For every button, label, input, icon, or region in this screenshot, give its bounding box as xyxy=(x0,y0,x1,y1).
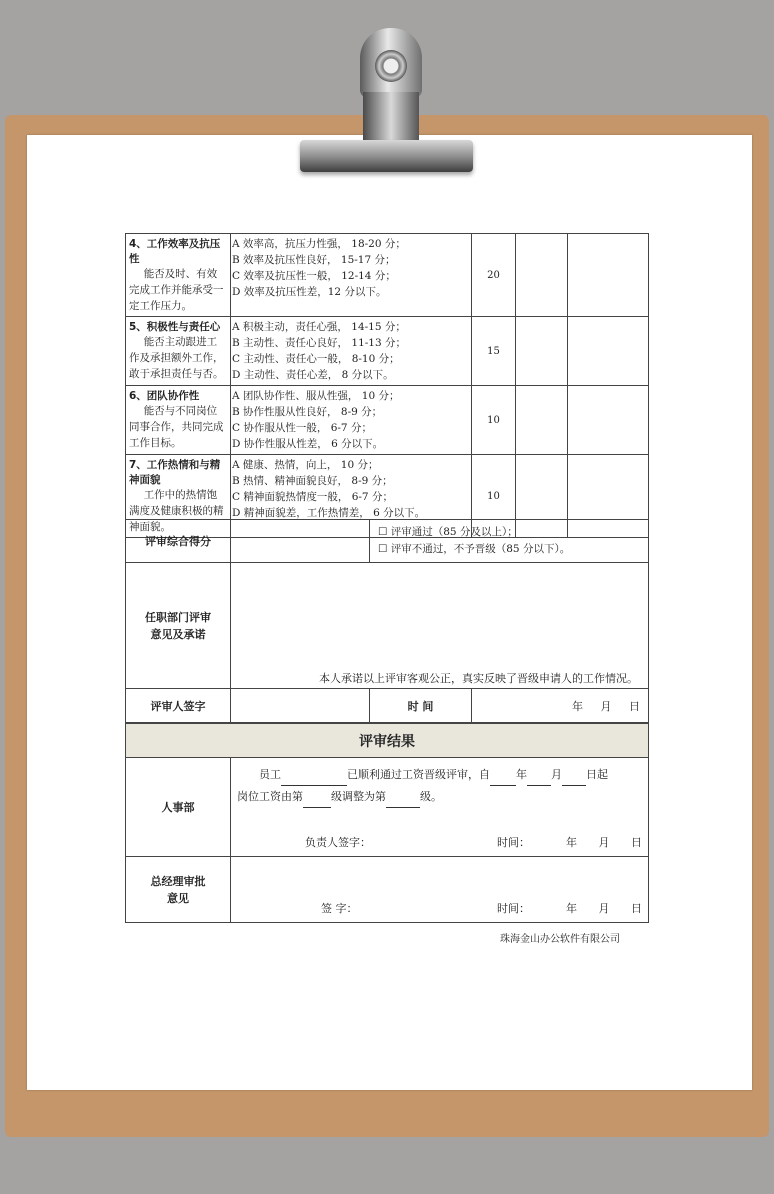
dept-opinion-field[interactable] xyxy=(231,563,649,689)
total-score-field[interactable] xyxy=(231,520,370,563)
hr-section: 员工 已顺利通过工资晋级评审，自 年 月 日起 岗位工资由第 级调整为第 级。 负责人签字： 时间： 年 月 日 xyxy=(231,758,649,857)
criterion-desc: 工作中的热情饱满度及健康积极的精神面貌。 xyxy=(129,489,224,533)
option-a: A 团队协作性、服从性强， 10 分； xyxy=(232,390,400,402)
from-level-blank[interactable] xyxy=(303,795,331,808)
dept-opinion-label: 任职部门评审 意见及承诺 xyxy=(126,563,231,689)
option-d: D 主动性、责任心差， 8 分以下。 xyxy=(232,369,394,381)
hr-date[interactable]: 年 月 日 xyxy=(566,836,642,849)
gm-sign-label: 签 字： xyxy=(321,902,358,915)
to-level-blank[interactable] xyxy=(386,795,420,808)
self-score-cell[interactable] xyxy=(516,386,568,455)
company-name: 珠海金山办公软件有限公司 xyxy=(500,934,620,945)
day-blank[interactable] xyxy=(562,773,586,786)
criterion-desc: 能否及时、有效完成工作并能承受一定工作压力。 xyxy=(129,268,224,312)
option-d: D 协作性服从性差， 6 分以下。 xyxy=(232,438,384,450)
option-b: B 效率及抗压性良好， 15-17 分； xyxy=(232,254,396,266)
employee-name-blank[interactable] xyxy=(281,773,347,786)
option-a: A 积极主动，责任心强， 14-15 分； xyxy=(232,321,406,333)
review-score-cell[interactable] xyxy=(568,386,649,455)
month-blank[interactable] xyxy=(527,773,551,786)
max-score: 10 xyxy=(472,386,516,455)
option-a: A 健康、热情，向上， 10 分； xyxy=(232,459,379,471)
option-b: B 热情、精神面貌良好， 8-9 分； xyxy=(232,475,393,487)
criterion-row xyxy=(126,317,649,386)
max-score: 20 xyxy=(472,234,516,317)
criterion-title: 6、团队协作性 xyxy=(129,390,200,402)
hr-time-label: 时间： xyxy=(497,836,530,849)
gm-date[interactable]: 年 月 日 xyxy=(566,902,642,915)
result-title: 评审结果 xyxy=(126,724,649,758)
option-c: C 效率及抗压性一般， 12-14 分； xyxy=(232,270,396,282)
reviewer-sign-field[interactable] xyxy=(231,689,370,723)
gm-time-label: 时间： xyxy=(497,902,530,915)
self-score-cell[interactable] xyxy=(516,234,568,317)
option-c: C 协作服从性一般， 6-7 分； xyxy=(232,422,372,434)
total-score-label: 评审综合得分 xyxy=(126,520,231,563)
criterion-row xyxy=(126,386,649,455)
criterion-row xyxy=(126,234,649,317)
option-d: D 精神面貌差，工作热情差， 6 分以下。 xyxy=(232,507,426,519)
reviewer-sign-label: 评审人签字 xyxy=(126,689,231,723)
criterion-title: 5、积极性与责任心 xyxy=(129,321,221,333)
review-table xyxy=(125,519,649,723)
option-b: B 主动性、责任心良好， 11-13 分； xyxy=(232,337,406,349)
gm-section[interactable] xyxy=(231,857,649,923)
self-score-cell[interactable] xyxy=(516,317,568,386)
review-score-cell[interactable] xyxy=(568,317,649,386)
gm-label: 总经理审批 意见 xyxy=(126,857,231,923)
max-score: 15 xyxy=(472,317,516,386)
max-score: 10 xyxy=(472,455,516,538)
option-b: B 协作性服从性良好， 8-9 分； xyxy=(232,406,383,418)
review-date-field[interactable]: 年 月 日 xyxy=(472,689,649,723)
pass-checkbox[interactable]: ☐ 评审通过（85 分及以上）； xyxy=(378,526,518,538)
criterion-desc: 能否与不同岗位同事合作，共同完成工作目标。 xyxy=(129,405,224,449)
criterion-desc: 能否主动跟进工作及承担额外工作，敢于承担责任与否。 xyxy=(129,336,224,380)
option-d: D 效率及抗压性差，12 分以下。 xyxy=(232,286,387,298)
review-time-label: 时 间 xyxy=(370,689,472,723)
criteria-table xyxy=(125,233,649,538)
option-a: A 效率高，抗压力性强， 18-20 分； xyxy=(232,238,406,250)
result-table xyxy=(125,723,649,923)
option-c: C 主动性、责任心一般， 8-10 分； xyxy=(232,353,400,365)
hr-label: 人事部 xyxy=(126,758,231,857)
promise-text: 本人承诺以上评审客观公正，真实反映了晋级申请人的工作情况。 xyxy=(319,672,639,685)
year-blank[interactable] xyxy=(490,773,516,786)
hr-sign-label: 负责人签字： xyxy=(305,836,371,849)
criterion-title: 7、工作热情和与精神面貌 xyxy=(129,459,221,486)
option-c: C 精神面貌热情度一般， 6-7 分； xyxy=(232,491,393,503)
fail-checkbox[interactable]: ☐ 评审不通过，不予晋级（85 分以下）。 xyxy=(378,543,571,555)
criterion-title: 4、工作效率及抗压性 xyxy=(129,238,221,265)
review-score-cell[interactable] xyxy=(568,234,649,317)
